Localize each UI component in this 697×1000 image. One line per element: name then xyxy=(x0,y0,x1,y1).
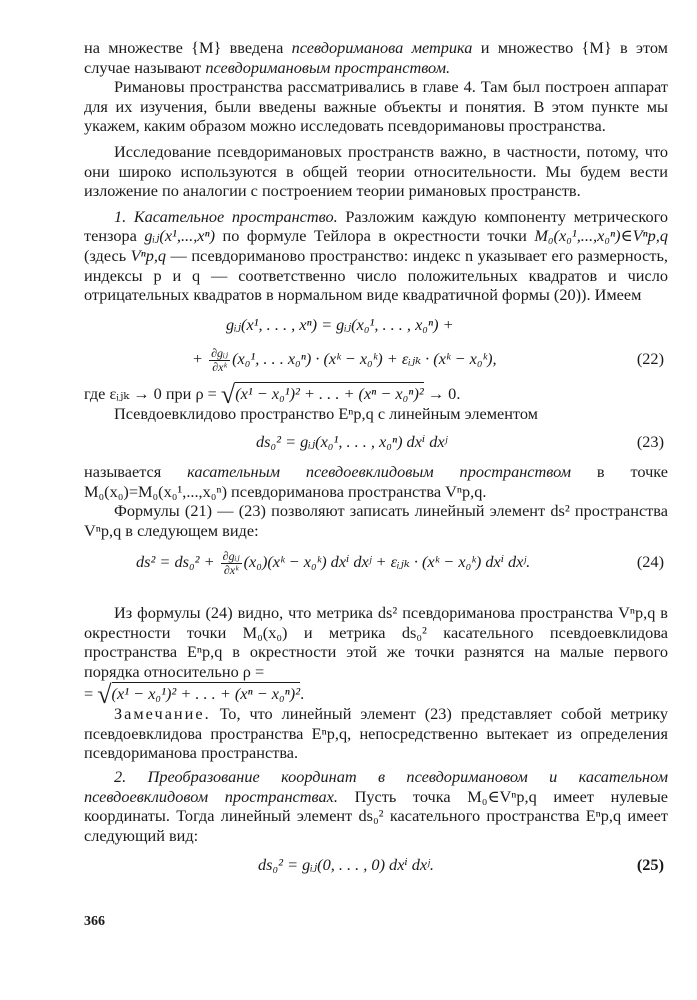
math-point-m0: M₀(x₀¹,...,x₀ⁿ)∈Vⁿp,q xyxy=(534,226,669,246)
equation-text: ds² = ds₀² + xyxy=(136,552,219,572)
sqrt-sign-icon: √ xyxy=(97,679,112,709)
math-metric-tensor: gᵢⱼ(x¹,...,xⁿ) xyxy=(144,226,216,246)
equation-25 xyxy=(84,853,668,877)
text: . xyxy=(300,683,305,703)
paragraph-1 xyxy=(84,38,668,77)
text: в точке M₀(x₀)=M₀(x₀¹,...,x₀ⁿ) псевдориманова пространства Vⁿp,q. xyxy=(84,461,668,501)
math-root-expression: (x¹ − x₀¹)² + . . . + (xⁿ − x₀ⁿ)² xyxy=(111,683,301,703)
paragraph-10 xyxy=(84,767,668,845)
paragraph-8 xyxy=(84,603,668,681)
equation-number: (25) xyxy=(636,855,664,875)
equation-text: ds₀² = gᵢⱼ(x₀¹, . . . , x₀ⁿ) dxⁱ dxʲ xyxy=(256,431,448,451)
text: Из формулы (24) видно, что метрика ds² псевдориманова пространства Vⁿp,q в окрестности точки M₀(x₀) и метрика ds₀² касательного псевдоевклидова пространства Eⁿp,q в окрестности этой же точки разнятся на малые первого порядка относительно ρ = xyxy=(84,603,668,682)
equation-number: (22) xyxy=(636,348,664,368)
text: → 0. xyxy=(423,383,461,403)
text: — псевдориманово пространство: индекс n указывает его размерность, индексы p и q — соответственно число положительных квадратов и число отрицательных квадратов в нормальном виде квадратичной формы (20)). Имеем xyxy=(84,245,668,305)
equation-text: (x₀)(xᵏ − x₀ᵏ) dxⁱ dxʲ + εᵢⱼₖ · (xᵏ − x₀ᵏ) dxⁱ dxʲ. xyxy=(243,552,531,572)
equation-text: gᵢⱼ(x¹, . . . , xⁿ) = gᵢⱼ(x₀¹, . . . , x₀ⁿ) + xyxy=(226,314,454,334)
term-pseudo-riemannian-space: псевдоримановым пространством. xyxy=(205,57,451,77)
text: = xyxy=(84,683,98,703)
text: по формуле Тейлора в окрестности точки xyxy=(215,226,535,246)
paragraph-2: Римановы пространства рассматривались в главе 4. Там был построен аппарат для их изучения, были введены важные объекты и понятия. В этом пункте мы укажем, каким образом можно исследовать псевдоримановы пространства. xyxy=(84,77,668,136)
term-tangent-pseudo-euclidean-space: касательным псевдоевклидовым пространством xyxy=(187,461,572,481)
equation-number: (23) xyxy=(636,431,664,451)
section-heading-coordinate-transform: 2. Преобразование координат в псевдоримановом и касательном псевдоевклидовом пространствах. xyxy=(84,767,668,806)
equation-22-line-2 xyxy=(84,347,668,374)
equation-22-line-1 xyxy=(84,313,668,337)
paragraph-3: Исследование псевдоримановых пространств важно, в частности, потому, что они широко используются в общей теории относительности. Мы будем вести изложение по аналогии с построением теории римановых пространств. xyxy=(84,141,668,201)
text: на множестве {M} введена xyxy=(84,38,292,57)
section-heading-tangent-space: 1. Касательное пространство. xyxy=(114,206,338,226)
numerator: ∂gᵢⱼ xyxy=(211,345,229,360)
page-number: 366 xyxy=(84,914,105,929)
math-root-expression: (x¹ − x₀¹)² + . . . + (xⁿ − x₀ⁿ)² xyxy=(235,383,424,403)
remark-label: Замечание. xyxy=(114,704,211,724)
paragraph-where xyxy=(84,379,668,409)
paragraph-6 xyxy=(84,462,668,501)
partial-derivative-fraction xyxy=(209,347,230,374)
math-space-v: Vⁿp,q xyxy=(130,245,167,265)
equation-text: + xyxy=(192,348,203,368)
page-body xyxy=(84,38,668,877)
paragraph-4 xyxy=(84,207,668,305)
denominator: ∂xᵏ xyxy=(223,563,239,578)
text: Разложим каждую компоненту метрического тензора xyxy=(84,206,668,246)
sqrt-sign-icon: √ xyxy=(220,379,236,409)
equation-text: (x₀¹, . . . x₀ⁿ) · (xᵏ − x₀ᵏ) + εᵢⱼₖ · (xᵏ − x₀ᵏ), xyxy=(232,348,497,368)
denominator: ∂xᵏ xyxy=(212,359,227,374)
numerator: ∂gᵢⱼ xyxy=(222,549,240,564)
equation-24 xyxy=(84,550,668,577)
paragraph-remark xyxy=(84,704,668,763)
equation-text: ds₀² = gᵢⱼ(0, . . . , 0) dxⁱ dxʲ. xyxy=(258,855,434,875)
term-pseudo-riemannian-metric: псевдориманова метрика xyxy=(291,38,473,57)
paragraph-8-formula xyxy=(84,679,668,709)
text: То, что линейный элемент (23) представляет собой метрику псевдоевклидова пространства Eⁿp,q, непосредственно вытекает из определения псевдориманова пространства. xyxy=(84,704,668,763)
text: где εᵢⱼₖ → 0 при ρ = xyxy=(84,383,221,403)
partial-derivative-fraction xyxy=(221,550,242,577)
text: (здесь xyxy=(84,245,131,265)
text: Пусть точка M₀∈Vⁿp,q имеет нулевые координаты. Тогда линейный элемент ds₀² касательного пространства Eⁿp,q имеет следующий вид: xyxy=(84,786,668,845)
text: и множество {M} в этом случае называют xyxy=(84,38,668,77)
paragraph-7: Формулы (21) — (23) позволяют записать линейный элемент ds² пространства Vⁿp,q в следующем виде: xyxy=(84,501,668,540)
paragraph-5: Псевдоевклидово пространство Eⁿp,q с линейным элементом xyxy=(114,404,538,424)
equation-number: (24) xyxy=(636,552,664,572)
equation-23 xyxy=(84,430,668,454)
text: называется xyxy=(84,461,188,481)
